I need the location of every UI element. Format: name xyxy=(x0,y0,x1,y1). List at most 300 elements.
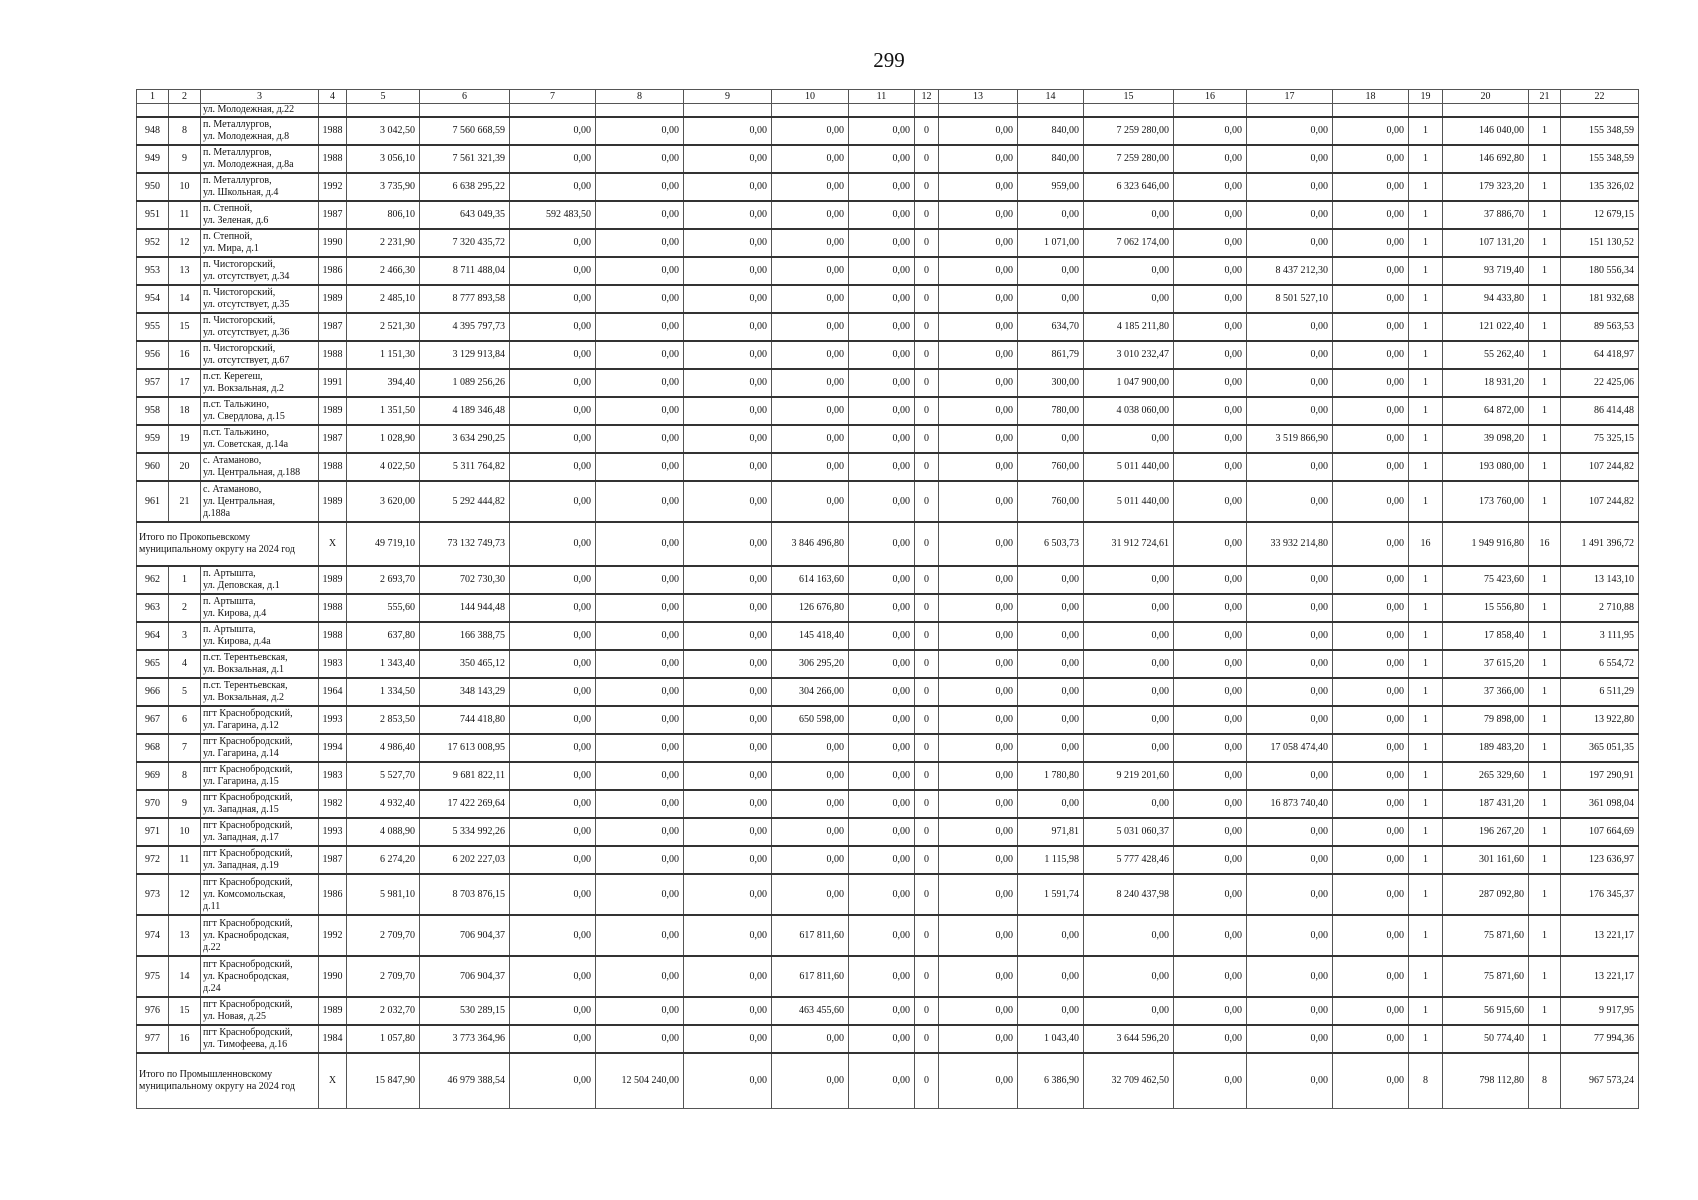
value-cell: 0,00 xyxy=(849,956,915,997)
value-cell: 0,00 xyxy=(1333,818,1409,846)
value-cell: 0,00 xyxy=(684,762,772,790)
value-cell: 1 xyxy=(1409,706,1443,734)
value-cell: 0,00 xyxy=(1084,706,1174,734)
table-row xyxy=(137,229,1639,257)
subtotal-value-cell: 31 912 724,61 xyxy=(1084,522,1174,566)
value-cell: 1 xyxy=(1529,397,1561,425)
value-cell: 0,00 xyxy=(1084,594,1174,622)
value-cell: 0,00 xyxy=(1174,594,1247,622)
value-cell: 0,00 xyxy=(596,285,684,313)
value-cell: 6 638 295,22 xyxy=(420,173,510,201)
row-number: 948 xyxy=(137,117,169,145)
address-cell: п. Степной, ул. Зеленая, д.6 xyxy=(201,201,319,229)
value-cell: 0,00 xyxy=(1333,397,1409,425)
value-cell: 166 388,75 xyxy=(420,622,510,650)
value-cell: 0,00 xyxy=(1174,846,1247,874)
value-cell: 0 xyxy=(915,997,939,1025)
value-cell: 0,00 xyxy=(849,706,915,734)
value-cell: 107 664,69 xyxy=(1561,818,1639,846)
value-cell: 8 240 437,98 xyxy=(1084,874,1174,915)
value-cell: 0,00 xyxy=(684,397,772,425)
row-number: 950 xyxy=(137,173,169,201)
address-cell: пгт Краснобродский, ул. Гагарина, д.14 xyxy=(201,734,319,762)
value-cell: 1 xyxy=(1529,201,1561,229)
value-cell: 0,00 xyxy=(510,734,596,762)
value-cell: 0,00 xyxy=(772,1025,849,1053)
row-number: 952 xyxy=(137,229,169,257)
subtotal-value-cell: 0,00 xyxy=(1174,522,1247,566)
subtotal-value-cell: 33 932 214,80 xyxy=(1247,522,1333,566)
value-cell: 0,00 xyxy=(1333,453,1409,481)
value-cell: 0 xyxy=(915,678,939,706)
address-cell: с. Атаманово, ул. Центральная, д.188 xyxy=(201,453,319,481)
value-cell: 0,00 xyxy=(596,846,684,874)
row-index: 5 xyxy=(169,678,201,706)
value-cell: 1994 xyxy=(319,734,347,762)
value-cell: 0,00 xyxy=(1018,997,1084,1025)
value-cell: 0,00 xyxy=(849,915,915,956)
value-cell: 643 049,35 xyxy=(420,201,510,229)
value-cell: 1 xyxy=(1409,790,1443,818)
address-cell: п. Степной, ул. Мира, д.1 xyxy=(201,229,319,257)
value-cell: 0,00 xyxy=(1174,341,1247,369)
value-cell: 0,00 xyxy=(1333,285,1409,313)
subtotal-value-cell: 798 112,80 xyxy=(1443,1053,1529,1109)
value-cell: 0,00 xyxy=(849,818,915,846)
row-index: 18 xyxy=(169,397,201,425)
value-cell: 1 xyxy=(1409,678,1443,706)
table-row xyxy=(137,734,1639,762)
value-cell: 0,00 xyxy=(684,956,772,997)
subtotal-value-cell: 1 949 916,80 xyxy=(1443,522,1529,566)
value-cell: 0,00 xyxy=(1333,874,1409,915)
value-cell: 0,00 xyxy=(939,313,1018,341)
value-cell: 0,00 xyxy=(510,566,596,594)
value-cell: 0,00 xyxy=(939,956,1018,997)
value-cell: 0,00 xyxy=(1084,734,1174,762)
value-cell: 5 981,10 xyxy=(347,874,420,915)
value-cell: 350 465,12 xyxy=(420,650,510,678)
value-cell: 0,00 xyxy=(772,117,849,145)
value-cell: 1 xyxy=(1409,734,1443,762)
value-cell: 50 774,40 xyxy=(1443,1025,1529,1053)
address-cell: п. Артышта, ул. Кирова, д.4а xyxy=(201,622,319,650)
value-cell: 1 028,90 xyxy=(347,425,420,453)
value-cell: 1 xyxy=(1529,341,1561,369)
value-cell: 0,00 xyxy=(1247,818,1333,846)
value-cell: 8 501 527,10 xyxy=(1247,285,1333,313)
value-cell: 0,00 xyxy=(772,257,849,285)
table-row xyxy=(137,846,1639,874)
value-cell: 6 274,20 xyxy=(347,846,420,874)
row-number: 973 xyxy=(137,874,169,915)
value-cell: 0,00 xyxy=(1018,566,1084,594)
value-cell: 6 323 646,00 xyxy=(1084,173,1174,201)
value-cell: 1 xyxy=(1529,734,1561,762)
value-cell: 706 904,37 xyxy=(420,915,510,956)
value-cell: 8 777 893,58 xyxy=(420,285,510,313)
subtotal-value-cell: 0,00 xyxy=(1333,1053,1409,1109)
value-cell: 0,00 xyxy=(1174,313,1247,341)
subtotal-value-cell: 73 132 749,73 xyxy=(420,522,510,566)
value-cell: 155 348,59 xyxy=(1561,145,1639,173)
value-cell: 0,00 xyxy=(1018,734,1084,762)
value-cell: 7 561 321,39 xyxy=(420,145,510,173)
value-cell: 0,00 xyxy=(1174,956,1247,997)
table-row xyxy=(137,481,1639,522)
subtotal-value-cell: 0,00 xyxy=(849,1053,915,1109)
subtotal-value-cell: 16 xyxy=(1529,522,1561,566)
value-cell: 0,00 xyxy=(849,997,915,1025)
value-cell: 1 xyxy=(1529,956,1561,997)
value-cell: 0,00 xyxy=(1084,425,1174,453)
value-cell: 2 710,88 xyxy=(1561,594,1639,622)
value-cell: 7 062 174,00 xyxy=(1084,229,1174,257)
value-cell: 1 xyxy=(1409,1025,1443,1053)
value-cell: 0,00 xyxy=(684,453,772,481)
value-cell: 3 111,95 xyxy=(1561,622,1639,650)
value-cell: 0,00 xyxy=(849,650,915,678)
column-header-18: 18 xyxy=(1333,90,1409,104)
value-cell: 0,00 xyxy=(1174,481,1247,522)
table-row xyxy=(137,706,1639,734)
value-cell: 0,00 xyxy=(1174,874,1247,915)
value-cell: 0,00 xyxy=(772,313,849,341)
value-cell: 0,00 xyxy=(1333,650,1409,678)
value-cell: 0,00 xyxy=(772,285,849,313)
value-cell: 0,00 xyxy=(1174,1025,1247,1053)
address-cell: п. Чистогорский, ул. отсутствует, д.35 xyxy=(201,285,319,313)
column-header-6: 6 xyxy=(420,90,510,104)
value-cell: 0,00 xyxy=(510,173,596,201)
value-cell: 0,00 xyxy=(596,594,684,622)
row-number: 961 xyxy=(137,481,169,522)
value-cell: 0,00 xyxy=(1333,594,1409,622)
value-cell: 5 031 060,37 xyxy=(1084,818,1174,846)
column-header-5: 5 xyxy=(347,90,420,104)
column-header-1: 1 xyxy=(137,90,169,104)
value-cell: 617 811,60 xyxy=(772,956,849,997)
value-cell: 1990 xyxy=(319,229,347,257)
value-cell: 145 418,40 xyxy=(772,622,849,650)
value-cell: 0,00 xyxy=(510,874,596,915)
value-cell: 1 xyxy=(1409,997,1443,1025)
value-cell: 2 709,70 xyxy=(347,956,420,997)
value-cell: 1 xyxy=(1529,425,1561,453)
row-number: 963 xyxy=(137,594,169,622)
row-index: 3 xyxy=(169,622,201,650)
value-cell: 0,00 xyxy=(1018,622,1084,650)
row-number: 970 xyxy=(137,790,169,818)
table-row xyxy=(137,622,1639,650)
table-row xyxy=(137,117,1639,145)
address-cell: п. Металлургов, ул. Школьная, д.4 xyxy=(201,173,319,201)
table-row xyxy=(137,874,1639,915)
row-number: 969 xyxy=(137,762,169,790)
value-cell: 89 563,53 xyxy=(1561,313,1639,341)
value-cell: 0,00 xyxy=(596,481,684,522)
value-cell: 1 xyxy=(1409,453,1443,481)
value-cell: 0,00 xyxy=(1247,566,1333,594)
address-cell: пгт Краснобродский, ул. Гагарина, д.15 xyxy=(201,762,319,790)
value-cell: 0,00 xyxy=(1247,481,1333,522)
value-cell: 5 311 764,82 xyxy=(420,453,510,481)
value-cell: 1 xyxy=(1529,818,1561,846)
value-cell: 0,00 xyxy=(772,341,849,369)
value-cell: 0,00 xyxy=(510,956,596,997)
value-cell: 1987 xyxy=(319,313,347,341)
address-cell: пгт Краснобродский, ул. Краснобродская, д.22 xyxy=(201,915,319,956)
row-number: 953 xyxy=(137,257,169,285)
column-header-8: 8 xyxy=(596,90,684,104)
value-cell: 0,00 xyxy=(1333,706,1409,734)
value-cell: 0,00 xyxy=(596,956,684,997)
row-number: 965 xyxy=(137,650,169,678)
value-cell: 1988 xyxy=(319,117,347,145)
value-cell: 1 xyxy=(1529,566,1561,594)
row-number: 954 xyxy=(137,285,169,313)
table-row xyxy=(137,257,1639,285)
value-cell: 0,00 xyxy=(684,915,772,956)
value-cell: 0,00 xyxy=(939,425,1018,453)
value-cell: 0,00 xyxy=(849,425,915,453)
subtotal-value-cell: 0 xyxy=(915,522,939,566)
address-cell: п. Артышта, ул. Деповская, д.1 xyxy=(201,566,319,594)
value-cell: 0,00 xyxy=(849,594,915,622)
value-cell: 77 994,36 xyxy=(1561,1025,1639,1053)
address-cell: пгт Краснобродский, ул. Краснобродская, д.24 xyxy=(201,956,319,997)
value-cell: 0,00 xyxy=(1247,594,1333,622)
value-cell: 1 xyxy=(1529,313,1561,341)
value-cell: 1988 xyxy=(319,622,347,650)
value-cell: 0,00 xyxy=(772,790,849,818)
value-cell: 0,00 xyxy=(596,1025,684,1053)
value-cell: 1 xyxy=(1529,874,1561,915)
value-cell: 93 719,40 xyxy=(1443,257,1529,285)
value-cell: 1991 xyxy=(319,369,347,397)
value-cell: 9 219 201,60 xyxy=(1084,762,1174,790)
value-cell: 0,00 xyxy=(1333,369,1409,397)
value-cell: 0,00 xyxy=(1174,706,1247,734)
value-cell: 1 xyxy=(1409,397,1443,425)
value-cell: 0,00 xyxy=(1174,678,1247,706)
value-cell: 1 043,40 xyxy=(1018,1025,1084,1053)
column-header-15: 15 xyxy=(1084,90,1174,104)
value-cell: 463 455,60 xyxy=(772,997,849,1025)
address-cell: п.ст. Терентьевская, ул. Вокзальная, д.1 xyxy=(201,650,319,678)
value-cell: 300,00 xyxy=(1018,369,1084,397)
value-cell: 702 730,30 xyxy=(420,566,510,594)
value-cell: 1 xyxy=(1409,285,1443,313)
value-cell: 181 932,68 xyxy=(1561,285,1639,313)
value-cell: 0,00 xyxy=(1018,956,1084,997)
subtotal-value-cell: 1 491 396,72 xyxy=(1561,522,1639,566)
row-number: 958 xyxy=(137,397,169,425)
value-cell: 0 xyxy=(915,1025,939,1053)
subtotal-value-cell: X xyxy=(319,1053,347,1109)
subtotal-label: Итого по Промышленновскому муниципальному округу на 2024 год xyxy=(137,1053,319,1109)
value-cell: 0,00 xyxy=(849,313,915,341)
row-index: 8 xyxy=(169,117,201,145)
value-cell: 744 418,80 xyxy=(420,706,510,734)
row-number: 977 xyxy=(137,1025,169,1053)
value-cell: 0,00 xyxy=(1247,650,1333,678)
row-number: 949 xyxy=(137,145,169,173)
value-cell: 6 511,29 xyxy=(1561,678,1639,706)
value-cell: 1 xyxy=(1409,229,1443,257)
value-cell: 0,00 xyxy=(1247,622,1333,650)
value-cell: 0,00 xyxy=(1018,201,1084,229)
row-index: 9 xyxy=(169,790,201,818)
value-cell: 637,80 xyxy=(347,622,420,650)
value-cell: 1988 xyxy=(319,453,347,481)
subtotal-value-cell: 0,00 xyxy=(1247,1053,1333,1109)
value-cell: 0,00 xyxy=(939,762,1018,790)
value-cell: 2 521,30 xyxy=(347,313,420,341)
subtotal-value-cell: 0,00 xyxy=(684,1053,772,1109)
value-cell: 0,00 xyxy=(1174,425,1247,453)
value-cell: 0,00 xyxy=(772,425,849,453)
value-cell: 0,00 xyxy=(1333,622,1409,650)
subtotal-value-cell: 0,00 xyxy=(510,522,596,566)
value-cell: 0,00 xyxy=(1247,846,1333,874)
value-cell: 193 080,00 xyxy=(1443,453,1529,481)
table-row xyxy=(137,397,1639,425)
table-row xyxy=(137,425,1639,453)
value-cell: 1 xyxy=(1409,818,1443,846)
value-cell: 3 010 232,47 xyxy=(1084,341,1174,369)
column-number-header xyxy=(137,90,1639,104)
value-cell: 1 xyxy=(1529,650,1561,678)
value-cell: 0,00 xyxy=(1084,285,1174,313)
value-cell: 0,00 xyxy=(1018,790,1084,818)
value-cell: 0,00 xyxy=(1247,956,1333,997)
value-cell: 0,00 xyxy=(596,678,684,706)
value-cell: 0,00 xyxy=(939,257,1018,285)
value-cell: 0,00 xyxy=(596,425,684,453)
value-cell: 3 644 596,20 xyxy=(1084,1025,1174,1053)
value-cell: 1 xyxy=(1409,341,1443,369)
address-cell: п. Чистогорский, ул. отсутствует, д.67 xyxy=(201,341,319,369)
table-row xyxy=(137,313,1639,341)
value-cell: 37 615,20 xyxy=(1443,650,1529,678)
row-number: 974 xyxy=(137,915,169,956)
value-cell: 3 634 290,25 xyxy=(420,425,510,453)
value-cell: 0,00 xyxy=(1084,997,1174,1025)
row-number: 976 xyxy=(137,997,169,1025)
value-cell: 1 xyxy=(1409,313,1443,341)
table-row xyxy=(137,369,1639,397)
value-cell: 1992 xyxy=(319,173,347,201)
value-cell: 1 xyxy=(1409,173,1443,201)
value-cell: 1992 xyxy=(319,915,347,956)
value-cell: 4 395 797,73 xyxy=(420,313,510,341)
value-cell: 0,00 xyxy=(849,201,915,229)
value-cell: 0,00 xyxy=(1018,915,1084,956)
value-cell: 0,00 xyxy=(1018,425,1084,453)
value-cell: 0,00 xyxy=(684,285,772,313)
value-cell: 0,00 xyxy=(1333,425,1409,453)
address-cell: п. Металлургов, ул. Молодежная, д.8 xyxy=(201,117,319,145)
value-cell: 265 329,60 xyxy=(1443,762,1529,790)
value-cell: 301 161,60 xyxy=(1443,846,1529,874)
value-cell: 0,00 xyxy=(772,397,849,425)
value-cell: 0,00 xyxy=(596,790,684,818)
value-cell: 1 xyxy=(1529,594,1561,622)
value-cell: 0,00 xyxy=(1333,1025,1409,1053)
table-row xyxy=(137,762,1639,790)
row-number: 966 xyxy=(137,678,169,706)
value-cell: 0,00 xyxy=(684,997,772,1025)
value-cell: 0 xyxy=(915,622,939,650)
value-cell: 0,00 xyxy=(1247,453,1333,481)
value-cell: 0,00 xyxy=(596,257,684,285)
value-cell: 1 343,40 xyxy=(347,650,420,678)
value-cell: 1983 xyxy=(319,762,347,790)
value-cell: 0,00 xyxy=(596,997,684,1025)
value-cell: 592 483,50 xyxy=(510,201,596,229)
value-cell: 0,00 xyxy=(1333,790,1409,818)
value-cell: 0,00 xyxy=(849,285,915,313)
row-index: 16 xyxy=(169,1025,201,1053)
value-cell: 361 098,04 xyxy=(1561,790,1639,818)
value-cell: 0,00 xyxy=(939,117,1018,145)
address-cell: п. Артышта, ул. Кирова, д.4 xyxy=(201,594,319,622)
value-cell: 4 185 211,80 xyxy=(1084,313,1174,341)
column-header-21: 21 xyxy=(1529,90,1561,104)
value-cell: 634,70 xyxy=(1018,313,1084,341)
value-cell: 0,00 xyxy=(1333,956,1409,997)
value-cell: 16 873 740,40 xyxy=(1247,790,1333,818)
row-index: 14 xyxy=(169,956,201,997)
value-cell: 3 620,00 xyxy=(347,481,420,522)
value-cell: 1988 xyxy=(319,594,347,622)
column-header-13: 13 xyxy=(939,90,1018,104)
value-cell: 1 xyxy=(1529,117,1561,145)
value-cell: 0,00 xyxy=(1174,997,1247,1025)
subtotal-label: Итого по Прокопьевскому муниципальному округу на 2024 год xyxy=(137,522,319,566)
value-cell: 0,00 xyxy=(510,145,596,173)
value-cell: 0,00 xyxy=(596,622,684,650)
value-cell: 0,00 xyxy=(772,369,849,397)
value-cell: 0,00 xyxy=(1333,997,1409,1025)
row-number: 967 xyxy=(137,706,169,734)
value-cell: 179 323,20 xyxy=(1443,173,1529,201)
value-cell: 2 032,70 xyxy=(347,997,420,1025)
value-cell: 1987 xyxy=(319,846,347,874)
column-header-14: 14 xyxy=(1018,90,1084,104)
value-cell: 0,00 xyxy=(684,1025,772,1053)
value-cell: 0,00 xyxy=(849,566,915,594)
value-cell: 0 xyxy=(915,313,939,341)
value-cell: 0,00 xyxy=(684,145,772,173)
value-cell: 0,00 xyxy=(1018,706,1084,734)
address-cell: п.ст. Терентьевская, ул. Вокзальная, д.2 xyxy=(201,678,319,706)
row-index: 21 xyxy=(169,481,201,522)
address-cell: п.ст. Тальжино, ул. Советская, д.14а xyxy=(201,425,319,453)
value-cell: 1 xyxy=(1529,257,1561,285)
value-cell: 0,00 xyxy=(939,594,1018,622)
value-cell: 0,00 xyxy=(1333,201,1409,229)
value-cell: 0,00 xyxy=(939,874,1018,915)
column-header-19: 19 xyxy=(1409,90,1443,104)
table-row xyxy=(137,201,1639,229)
value-cell: 0,00 xyxy=(596,453,684,481)
value-cell: 0,00 xyxy=(1084,915,1174,956)
row-number: 964 xyxy=(137,622,169,650)
value-cell: 7 259 280,00 xyxy=(1084,145,1174,173)
subtotal-value-cell: 0 xyxy=(915,1053,939,1109)
